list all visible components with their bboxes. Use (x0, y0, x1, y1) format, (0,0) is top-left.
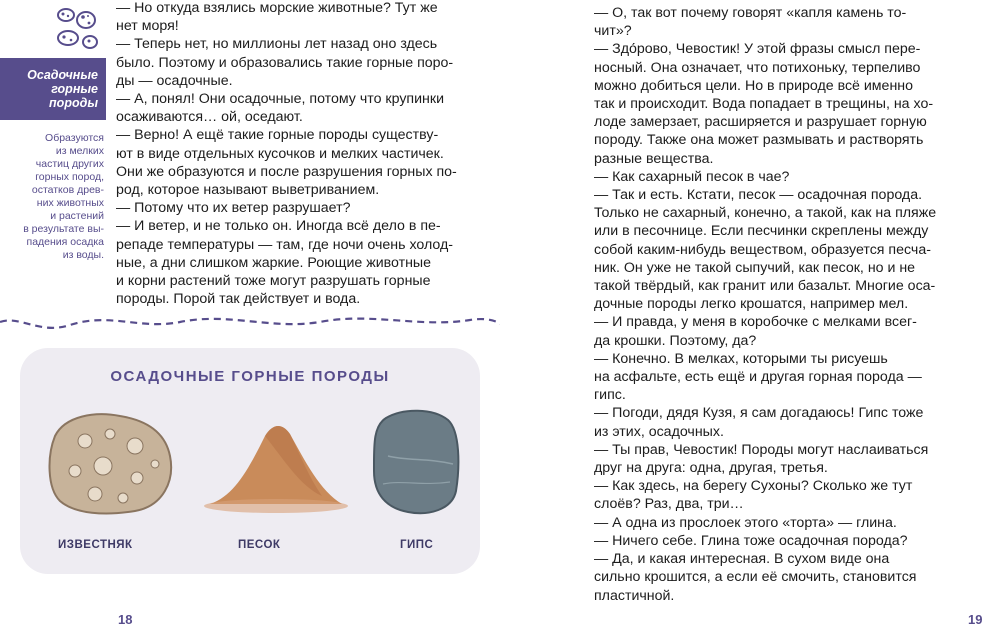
text-line: из этих, осадочных. (594, 423, 724, 440)
text-line: — Потому что их ветер разрушает? (116, 200, 351, 217)
sedimentary-rocks-figure (20, 348, 480, 574)
text-line: Только не сахарный, конечно, а такой, как на пляже (594, 205, 937, 222)
text-line: — Конечно. В мелках, которыми ты рисуешь (594, 350, 888, 367)
text-line: — Верно! А ещё такие горные породы существу- (116, 127, 439, 144)
text-line: на асфальте, есть ещё и другая горная порода — (594, 369, 922, 386)
text-line: ник. Он уже не такой сыпучий, как песок, но и не (594, 259, 916, 276)
text-line: — Ничего себе. Глина тоже осадочная порода? (594, 532, 908, 549)
text-line: — Но откуда взялись морские животные? Тут же (116, 0, 438, 16)
definition-line: падения осадка (26, 236, 104, 248)
text-line: — А, понял! Они осадочные, потому что крупинки (116, 91, 445, 108)
sidebar-definition (0, 132, 104, 262)
text-line: ды — осадочные. (116, 72, 233, 89)
text-line: сильно крошится, а если её смочить, становится (594, 569, 917, 586)
text-line: пластичной. (594, 587, 675, 604)
text-line: и корни растений тоже могут разрушать горные (116, 273, 431, 290)
text-line: чит»? (594, 23, 632, 40)
definition-line: горных пород, (35, 171, 104, 183)
right-body-text (594, 4, 982, 605)
text-line: — О, так вот почему говорят «капля камень то- (594, 5, 907, 21)
text-line: так и происходит. Вода попадает в трещины, на хо- (594, 96, 934, 113)
definition-line: из воды. (62, 249, 104, 261)
text-line: род, которое называют выветриванием. (116, 182, 380, 199)
text-line: слоёв? Раз, два, три… (594, 496, 744, 513)
sidebar-title-line: Осадочные (27, 68, 98, 82)
definition-line: Образуются (45, 132, 104, 144)
text-line: разные вещества. (594, 150, 714, 167)
text-line: лоде замерзает, расширяется и разрушает горную (594, 114, 927, 131)
text-line: осаживаются… ой, оседают. (116, 109, 303, 126)
text-line: — И правда, у меня в коробочке с мелками всег- (594, 314, 917, 331)
rock-label-gypsum: ГИПС (400, 539, 434, 551)
text-line: — Как сахарный песок в чае? (594, 168, 790, 185)
text-line: ные, а дни слишком жаркие. Роющие животные (116, 254, 432, 271)
left-body-text (116, 0, 478, 308)
page-number: 19 (968, 612, 983, 627)
definition-line: и растений (50, 210, 104, 222)
text-line: — А одна из прослоек этого «торта» — глина. (594, 514, 897, 531)
definition-line: них животных (36, 197, 104, 209)
text-line: — Здо́рово, Чевостик! У этой фразы смысл пере- (594, 41, 921, 58)
gypsum-icon (368, 406, 464, 518)
text-line: — Ты прав, Чевостик! Породы могут наслаиваться (594, 441, 929, 458)
page-number: 18 (118, 612, 133, 627)
definition-line: в результате вы- (23, 223, 104, 235)
text-line: породу. Также она может размывать и растворять (594, 132, 924, 149)
right-page (500, 0, 1000, 632)
text-line: — Как здесь, на берегу Сухоны? Сколько же тут (594, 478, 913, 495)
sidebar-term-title (0, 58, 106, 120)
text-line: было. Поэтому и образовались такие горные поро- (116, 54, 454, 71)
text-line: Они же образуются и после разрушения горных по- (116, 163, 457, 180)
sand-pile-icon (200, 416, 350, 516)
text-line: носный. Она означает, что потихоньку, терпеливо (594, 59, 921, 76)
text-line: — Так и есть. Кстати, песок — осадочная порода. (594, 187, 923, 204)
definition-line: остатков древ- (31, 184, 104, 196)
sidebar-title-line: породы (49, 96, 98, 110)
text-line: — Погоди, дядя Кузя, я сам догадаюсь! Гипс тоже (594, 405, 924, 422)
definition-line: из мелких (55, 145, 104, 157)
text-line: или в песочнице. Если песчинки скреплены между (594, 223, 929, 240)
text-line: да крошки. Поэтому, да? (594, 332, 757, 349)
text-line: можно добиться цели. Но в природе всё именно (594, 77, 914, 94)
text-line: дочные породы легко крошатся, например мел. (594, 296, 909, 313)
text-line: — Да, и какая интересная. В сухом виде она (594, 551, 890, 568)
rock-label-sand: ПЕСОК (238, 539, 281, 551)
figure-title: ОСАДОЧНЫЕ ГОРНЫЕ ПОРОДЫ (110, 368, 390, 385)
sidebar-title-line: горные (51, 82, 98, 96)
definition-line: частиц других (35, 158, 104, 170)
text-line: — И ветер, и не только он. Иногда всё дело в пе- (116, 218, 441, 235)
limestone-icon (45, 406, 175, 516)
text-line: породы. Порой так действует и вода. (116, 291, 361, 308)
text-line: нет моря! (116, 18, 179, 35)
rocks-icon (52, 4, 102, 54)
rock-label-limestone: ИЗВЕСТНЯК (58, 539, 133, 551)
text-line: — Теперь нет, но миллионы лет назад оно здесь (116, 36, 438, 53)
text-line: ют в виде отдельных кусочков и мелких частичек. (116, 145, 444, 162)
text-line: такой твёрдый, как гранит или базальт. Многие оса- (594, 278, 936, 295)
text-line: собой каким-нибудь веществом, образуется песча- (594, 241, 931, 258)
text-line: репаде температуры — там, где ночи очень холод- (116, 236, 453, 253)
text-line: гипс. (594, 387, 626, 404)
text-line: друг на друга: одна, другая, третья. (594, 460, 828, 477)
